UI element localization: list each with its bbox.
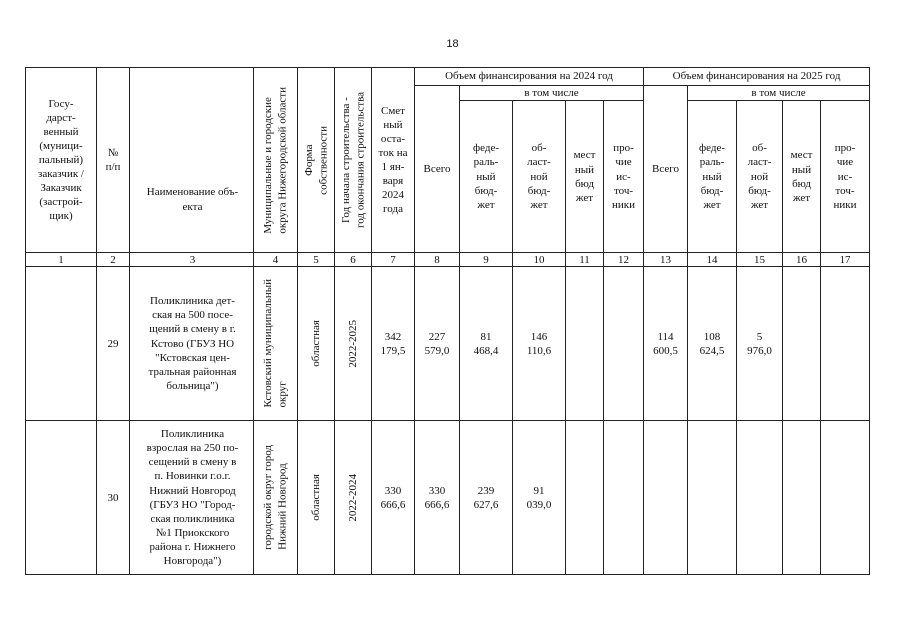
row-years-cell — [335, 421, 372, 575]
header-total-2024: Всего — [415, 86, 460, 253]
row-object-name: Поликлиника дет- ская на 500 посе- щений в смену в г. Кстово (ГБУЗ НО "Кстовская цен- тральная районная больница") — [130, 267, 254, 421]
header-funding-2024: Объем финансирования на 2024 год — [415, 68, 644, 86]
column-number: 13 — [644, 253, 688, 267]
row-federal-2024: 81 468,4 — [460, 267, 513, 421]
column-number-row — [26, 253, 870, 267]
header-years: Год начала строительства - год окончания строительства — [339, 92, 366, 229]
table-row — [26, 267, 870, 421]
header-local-2025: мест ный бюд жет — [783, 101, 821, 253]
row-estimate: 330 666,6 — [372, 421, 415, 575]
row-years: 2022-2024 — [346, 473, 359, 522]
header-years-cell — [335, 68, 372, 253]
column-number: 12 — [604, 253, 644, 267]
page-number: 18 — [446, 38, 459, 50]
row-other-2024 — [604, 421, 644, 575]
header-regional-2024: об- ласт- ной бюд- жет — [513, 101, 566, 253]
row-federal-2024: 239 627,6 — [460, 421, 513, 575]
column-number: 10 — [513, 253, 566, 267]
header-object-name: Наименование объ- екта — [130, 68, 254, 253]
header-federal-2025: феде- раль- ный бюд- жет — [688, 101, 737, 253]
row-ownership: областная — [309, 474, 322, 521]
row-municipality-cell — [254, 421, 298, 575]
header-customer: Госу- дарст- венный (муници- пальный) заказчик / Заказчик (застрой- щик) — [26, 68, 97, 253]
row-local-2024 — [566, 267, 604, 421]
row-ownership-cell — [298, 421, 335, 575]
row-total-2025 — [644, 421, 688, 575]
row-regional-2024: 91 039,0 — [513, 421, 566, 575]
row-total-2025: 114 600,5 — [644, 267, 688, 421]
header-including-2024: в том числе — [460, 86, 644, 101]
column-number: 14 — [688, 253, 737, 267]
row-ownership: областная — [309, 320, 322, 367]
financing-table — [25, 67, 870, 575]
header-municipality: Муниципальные и городские округа Нижегородской области — [262, 86, 289, 234]
header-regional-2025: об- ласт- ной бюд- жет — [737, 101, 783, 253]
row-customer — [26, 267, 97, 421]
row-regional-2025: 5 976,0 — [737, 267, 783, 421]
header-row-1 — [26, 68, 870, 86]
row-regional-2024: 146 110,6 — [513, 267, 566, 421]
header-including-2025: в том числе — [688, 86, 870, 101]
header-ownership: Форма собственности — [302, 125, 329, 195]
row-municipality: городской округ город Нижний Новгород — [262, 445, 289, 550]
header-other-2024: про- чие ис- точ- ники — [604, 101, 644, 253]
row-local-2025 — [783, 267, 821, 421]
row-total-2024: 227 579,0 — [415, 267, 460, 421]
row-other-2024 — [604, 267, 644, 421]
row-municipality-cell — [254, 267, 298, 421]
header-estimate-balance: Смет ный оста- ток на 1 ян- варя 2024 года — [372, 68, 415, 253]
column-number: 7 — [372, 253, 415, 267]
column-number: 9 — [460, 253, 513, 267]
row-ownership-cell — [298, 267, 335, 421]
column-number: 6 — [335, 253, 372, 267]
column-number: 1 — [26, 253, 97, 267]
header-total-2025: Всего — [644, 86, 688, 253]
row-num: 30 — [97, 421, 130, 575]
column-number: 11 — [566, 253, 604, 267]
column-number: 4 — [254, 253, 298, 267]
column-number: 16 — [783, 253, 821, 267]
row-local-2024 — [566, 421, 604, 575]
header-other-2025: про- чие ис- точ- ники — [821, 101, 870, 253]
row-regional-2025 — [737, 421, 783, 575]
header-num: № п/п — [97, 68, 130, 253]
row-object-name: Поликлиника взрослая на 250 по- сещений в смену в п. Новинки г.о.г. Нижний Новгород (ГБУЗ НО "Город- ская поликлиника №1 Приокского района г. Нижнего Новгорода") — [130, 421, 254, 575]
column-number: 5 — [298, 253, 335, 267]
row-years: 2022-2025 — [346, 319, 359, 368]
row-other-2025 — [821, 421, 870, 575]
row-municipality: Кстовский муниципальный округ — [262, 279, 289, 408]
row-num: 29 — [97, 267, 130, 421]
column-number: 2 — [97, 253, 130, 267]
column-number: 17 — [821, 253, 870, 267]
row-total-2024: 330 666,6 — [415, 421, 460, 575]
row-years-cell — [335, 267, 372, 421]
column-number: 15 — [737, 253, 783, 267]
column-number: 3 — [130, 253, 254, 267]
header-federal-2024: феде- раль- ный бюд- жет — [460, 101, 513, 253]
row-local-2025 — [783, 421, 821, 575]
header-municipality-cell — [254, 68, 298, 253]
header-funding-2025: Объем финансирования на 2025 год — [644, 68, 870, 86]
row-estimate: 342 179,5 — [372, 267, 415, 421]
column-number: 8 — [415, 253, 460, 267]
row-federal-2025 — [688, 421, 737, 575]
header-ownership-cell — [298, 68, 335, 253]
header-local-2024: мест ный бюд жет — [566, 101, 604, 253]
row-customer — [26, 421, 97, 575]
row-federal-2025: 108 624,5 — [688, 267, 737, 421]
row-other-2025 — [821, 267, 870, 421]
table-row — [26, 421, 870, 575]
